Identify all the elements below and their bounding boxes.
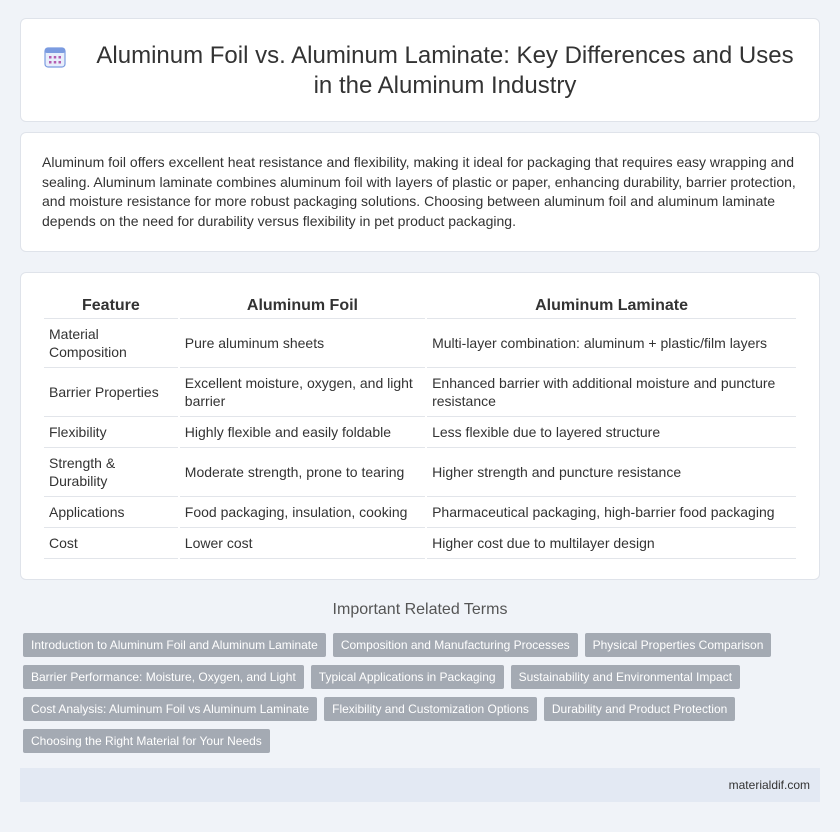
intro-card <box>20 132 820 252</box>
table-cell: Highly flexible and easily foldable <box>180 417 425 448</box>
table-cell: Flexibility <box>44 417 178 448</box>
table-row <box>44 319 796 368</box>
table-cell: Enhanced barrier with additional moisture and puncture resistance <box>427 368 796 417</box>
footer <box>20 768 820 802</box>
table-cell: Moderate strength, prone to tearing <box>180 448 425 497</box>
column-header-aluminum-laminate: Aluminum Laminate <box>427 295 796 319</box>
table-cell: Strength & Durability <box>44 448 178 497</box>
related-term-tag[interactable]: Sustainability and Environmental Impact <box>511 665 740 689</box>
related-terms-title: Important Related Terms <box>332 601 508 618</box>
table-cell: Less flexible due to layered structure <box>427 417 796 448</box>
related-term-tag[interactable]: Typical Applications in Packaging <box>311 665 504 689</box>
table-row <box>44 417 796 448</box>
table-cell: Higher strength and puncture resistance <box>427 448 796 497</box>
related-term-tag[interactable]: Introduction to Aluminum Foil and Aluminum Laminate <box>23 633 326 657</box>
site-link[interactable]: materialdif.com <box>728 778 810 792</box>
table-cell: Barrier Properties <box>44 368 178 417</box>
table-row <box>44 448 796 497</box>
table-cell: Excellent moisture, oxygen, and light barrier <box>180 368 425 417</box>
column-header-aluminum-foil: Aluminum Foil <box>180 295 425 319</box>
table-cell: Food packaging, insulation, cooking <box>180 497 425 528</box>
table-cell: Lower cost <box>180 528 425 559</box>
related-terms-list <box>23 633 803 753</box>
related-term-tag[interactable]: Choosing the Right Material for Your Needs <box>23 729 270 753</box>
related-term-tag[interactable]: Physical Properties Comparison <box>585 633 772 657</box>
table-cell: Pharmaceutical packaging, high-barrier food packaging <box>427 497 796 528</box>
related-term-tag[interactable]: Flexibility and Customization Options <box>324 697 537 721</box>
intro-paragraph: Aluminum foil offers excellent heat resistance and flexibility, making it ideal for packaging that requires easy wrapping and sealing. Aluminum laminate combines aluminum foil with layers of plastic or paper, enhancing durability, barrier protection, and moisture resistance for more robust packaging solutions. Choosing between aluminum foil and aluminum laminate depends on the need for durability versus flexibility in pet product packaging. <box>42 154 796 229</box>
page-title: Aluminum Foil vs. Aluminum Laminate: Key Differences and Uses in the Aluminum Industry <box>96 42 794 99</box>
table-row <box>44 368 796 417</box>
table-cell: Material Composition <box>44 319 178 368</box>
column-header-feature: Feature <box>44 295 178 319</box>
related-term-tag[interactable]: Durability and Product Protection <box>544 697 735 721</box>
table-cell: Applications <box>44 497 178 528</box>
related-term-tag[interactable]: Cost Analysis: Aluminum Foil vs Aluminum Laminate <box>23 697 317 721</box>
related-term-tag[interactable]: Composition and Manufacturing Processes <box>333 633 578 657</box>
table-cell: Pure aluminum sheets <box>180 319 425 368</box>
table-header-row <box>44 295 796 319</box>
comparison-table <box>42 295 798 559</box>
comparison-card <box>20 272 820 580</box>
table-cell: Higher cost due to multilayer design <box>427 528 796 559</box>
table-cell: Multi-layer combination: aluminum + plastic/film layers <box>427 319 796 368</box>
header-card <box>20 18 820 122</box>
related-term-tag[interactable]: Barrier Performance: Moisture, Oxygen, and Light <box>23 665 304 689</box>
table-row <box>44 528 796 559</box>
table-row <box>44 497 796 528</box>
table-cell: Cost <box>44 528 178 559</box>
